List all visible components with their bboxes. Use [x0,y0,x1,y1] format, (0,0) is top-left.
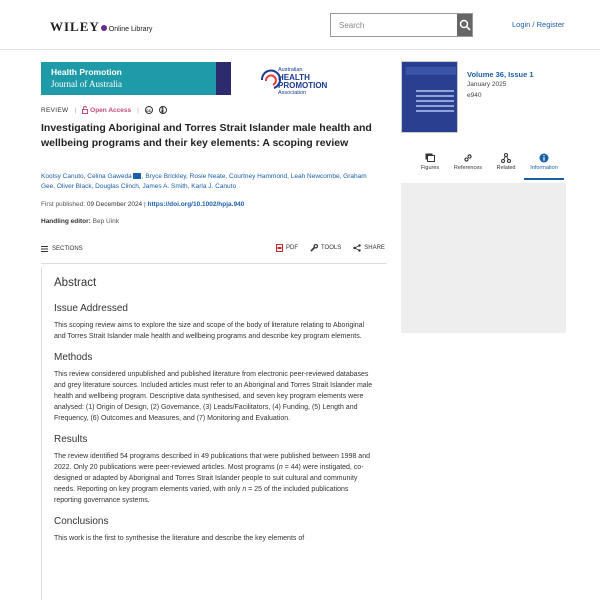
abstract-heading: Abstract [54,277,97,289]
search-icon [459,19,471,31]
tools-button[interactable] [310,244,341,252]
banner-line1: Health Promotion [51,67,122,77]
cc-icon[interactable]: cc [146,107,152,113]
results-n1: n [278,464,283,471]
pdf-label: PDF [286,245,298,251]
issue-addressed-heading: Issue Addressed [54,303,128,314]
tab-related[interactable] [486,150,526,180]
results-text-a: The review identified 54 programs described in 49 publications that were published between 1998 and 2022. Only 20 publications were peer-reviewed articles. Most programs ( [54,453,370,471]
meta-separator-2: | [137,106,139,114]
email-icon[interactable] [133,173,141,179]
logo-dot-icon [101,25,107,31]
article-toolbar [41,244,387,258]
issue-addressed-text: This scoping review aims to explore the size and scope of the body of literature relating to Aboriginal and Torres Strait Islander male health and wellbeing programs and describe key program elements. [54,322,365,340]
results-heading: Results [54,434,88,445]
figures-icon [425,153,435,162]
tab-references-label: References [453,165,483,171]
publication-line [41,201,244,208]
results-n2: n [242,486,247,493]
share-label: SHARE [364,245,385,251]
handling-editor [41,218,119,225]
tab-related-label: Related [496,165,516,171]
share-icon [353,244,361,252]
cover-text-lines [416,90,454,115]
tab-information-label: Information [530,165,558,171]
tools-label: TOOLS [321,245,342,251]
search-button[interactable] [457,14,472,36]
toolbar-divider [41,263,387,264]
journal-banner[interactable] [41,62,231,95]
results-text-b: = 44) were instigated, co-designed or adapted by Aboriginal and Torres Strait Islander people to suit cultural and community needs. Reporting on key program elements varied, with only [54,464,364,493]
side-tabs [410,150,566,180]
association-line1: Australian [278,67,303,73]
banner-line2: Journal of Australia [51,79,122,89]
top-header [0,0,600,50]
conclusions-text: This work is the first to synthesise the literature and describe the key elements of [54,535,305,542]
authors-rest[interactable]: , Bryce Brickley, Rosie Neate, Courtney Hammond, Leah Newcombe, Graham Gee, Oliver Black, Douglas Clinch, James A. Smith, Karla J. Canuto [41,173,367,190]
sections-label: SECTIONS [52,246,83,252]
published-label: First published: [41,201,86,208]
meta-separator: | [74,106,77,114]
tab-figures[interactable] [410,150,450,180]
link-icon [463,153,473,163]
info-icon [539,153,549,163]
lock-open-icon [82,106,88,114]
information-panel [401,183,566,333]
open-access-label: Open Access [90,106,132,114]
sections-button[interactable] [41,246,83,252]
article-type: REVIEW [41,106,69,114]
editor-label: Handling editor: [41,218,91,225]
wiley-logo[interactable] [50,19,152,35]
tab-figures-label: Figures [420,165,440,171]
volume-issue-link[interactable]: Volume 36, Issue 1 [467,70,534,79]
related-icon [501,153,511,163]
pub-separator: | [144,201,148,208]
search-input[interactable] [331,14,457,36]
search-box [330,13,473,37]
list-icon [41,246,48,252]
methods-heading: Methods [54,352,93,363]
pdf-icon [276,244,283,252]
tab-information[interactable] [524,150,564,180]
journal-cover[interactable] [401,61,458,133]
article-meta-row [41,106,167,114]
logo-brand: WILEY [50,19,100,34]
banner-strip [216,62,231,95]
conclusions-heading: Conclusions [54,516,109,527]
tab-references[interactable] [448,150,488,180]
cover-title-bar [406,67,456,75]
methods-text: This review considered unpublished and published literature from electronic peer-reviewed databases and grey literature sources. Included articles must refer to an Aboriginal and Torres Strait Islander male health and wellbeing program. Descriptive data synthesised, and seven key program elements were analysed: (1) Origin of Design, (2) Governance, (3) Leads/Facilitators, (4) Funding, (5) Length and Frequency, (6) Outcomes and Measures, and (7) Monitoring and Evaluation. [54,371,373,422]
editor-name: Bep Uink [92,218,120,225]
abstract-section [41,267,387,600]
published-date: 09 December 2024 [86,201,143,208]
issue-date: January 2025 [467,81,507,88]
association-line4: Association [278,89,307,96]
share-button[interactable] [353,244,385,252]
authors-first[interactable]: Kootsy Canuto, Celina Gaweda [41,173,132,180]
article-number: e940 [467,92,482,99]
login-register-link[interactable]: Login / Register [512,20,565,29]
article-title: Investigating Aboriginal and Torres Strait Islander male health and wellbeing programs and their key elements: A scoping review [41,122,372,149]
results-text-c: = 25 of the included publications reporting governance systems. [54,486,349,504]
logo-suffix: Online Library [108,26,153,33]
association-line3: PROMOTION [278,80,328,90]
author-list [41,172,381,192]
by-icon[interactable] [159,106,167,114]
doi-link[interactable]: https://doi.org/10.1002/hpja.940 [147,201,245,208]
association-logo-text [278,67,327,96]
results-text [54,451,375,506]
open-access-badge[interactable] [82,106,131,114]
pdf-button[interactable] [276,244,298,252]
wrench-icon [310,244,318,252]
association-line2: HEALTH [278,72,310,82]
